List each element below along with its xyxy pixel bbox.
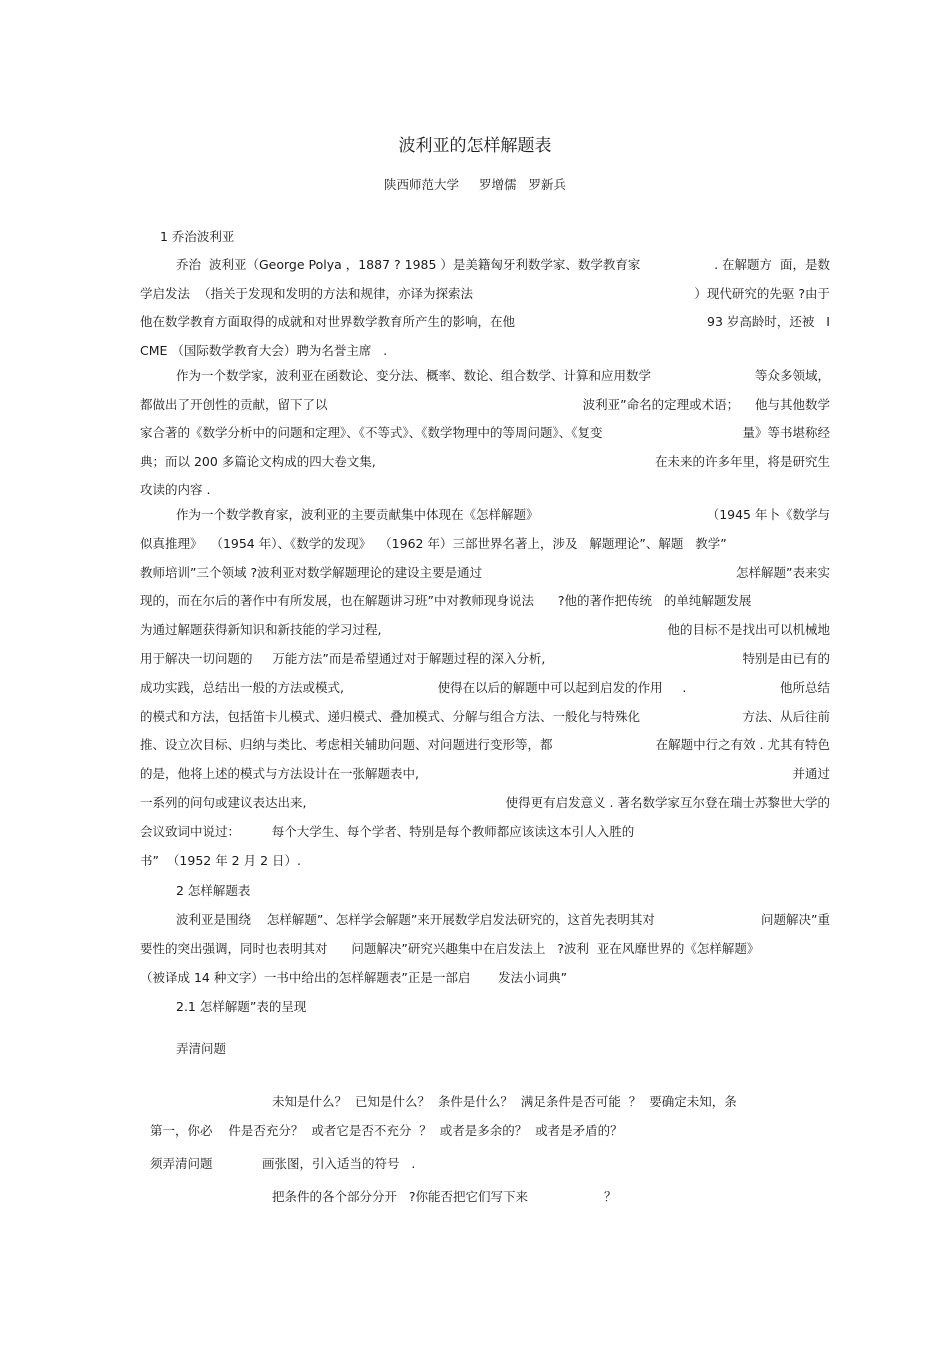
text-segment: CME （国际数学教育大会）聘为名誉主席 . — [140, 342, 388, 358]
text-segment: 在未来的许多年里，将是研究生 — [654, 453, 830, 469]
table-row-3-text: 画张图，引入适当的符号 . — [262, 1156, 416, 1171]
text-segment: （1945 年卜《数学与 — [706, 507, 830, 522]
text-segment: 使得在以后的解题中可以起到启发的作用 . — [437, 679, 687, 695]
text-segment: 波利亚是围绕 怎样解题”、怎样学会解题”来开展数学启发法研究的，这首先表明其对 — [176, 912, 655, 927]
text-segment: 典；而以 200 多篇论文构成的四大卷文集, — [140, 453, 376, 469]
text-line — [140, 481, 830, 499]
text-segment: 书” （1952 年 2 月 2 日）. — [140, 852, 301, 868]
text-line — [140, 564, 830, 582]
text-line — [140, 736, 830, 754]
text-line — [140, 313, 830, 331]
byline — [0, 175, 950, 193]
text-segment: 的是，他将上述的模式与方法设计在一张解题表中, — [140, 766, 419, 782]
table-heading: 弄清问题 — [176, 1041, 227, 1056]
text-line — [176, 256, 830, 274]
text-segment: 的模式和方法，包括笛卡儿模式、递归模式、叠加模式、分解与组合方法、一般化与特殊化 — [140, 708, 641, 724]
section-2-heading: 2 怎样解题表 — [176, 883, 251, 898]
text-segment: 93 岁高龄时，还被 I — [707, 314, 830, 329]
text-segment: 方法、从后往前 — [742, 708, 830, 724]
text-line — [176, 367, 830, 385]
text-line — [140, 852, 830, 870]
text-segment: 波利亚”命名的定理或术语； 他与其他数学 — [582, 396, 830, 412]
text-segment: 用于解决一切问题的 万能方法”而是希望通过对于解题过程的深入分析, — [140, 651, 546, 666]
text-segment: 并通过 — [792, 766, 830, 782]
text-line — [176, 506, 830, 524]
text-segment: 都做出了开创性的贡献，留下了以 — [140, 396, 328, 412]
text-segment: 作为一个数学家，波利亚在函数论、变分法、概率、数论、组合数学、计算和应用数学 — [176, 368, 652, 383]
text-segment: 在解题中行之有效 . 尤其有特色 — [655, 737, 830, 753]
text-segment: 会议致词中说过： 每个大学生、每个学者、特别是每个教师都应该读这本引人入胜的 — [140, 823, 635, 839]
text-segment: ）现代研究的先驱 ?由于 — [694, 285, 830, 301]
text-line — [176, 911, 830, 929]
text-segment: 要性的突出强调，同时也表明其对 问题解决”研究兴趣集中在启发法上 ?波利 亚在风靡世界的《怎样解题》 — [140, 941, 760, 956]
text-line — [140, 396, 830, 414]
text-line — [140, 823, 830, 841]
text-line — [140, 342, 830, 360]
text-line — [140, 765, 830, 783]
text-segment: 特别是由已有的 — [742, 651, 830, 666]
text-segment: 学启发法 （指关于发现和发明的方法和规律，亦译为探索法 — [140, 285, 473, 301]
text-segment: 作为一个数学教育家，波利亚的主要贡献集中体现在《怎样解题》 — [176, 507, 539, 522]
text-segment: 成功实践，总结出一般的方法或模式, — [140, 679, 344, 695]
text-segment: 量》等书堪称经 — [742, 425, 830, 440]
text-segment: 教师培训”三个领域 ?波利亚对数学解题理论的建设主要是通过 — [140, 564, 483, 580]
text-segment: 为通过解题获得新知识和新技能的学习过程, — [140, 622, 382, 638]
text-segment: 现的，而在尔后的著作中有所发展，也在解题讲习班”中对教师现身说法 ?他的著作把传统 的单纯解题发展 — [140, 593, 752, 609]
text-line — [140, 794, 830, 812]
text-line — [140, 535, 830, 553]
text-segment: （被译成 14 种文字）一书中给出的怎样解题表”正是一部启 发法小词典” — [140, 970, 568, 985]
text-line — [140, 679, 830, 697]
text-segment: 推、设立次目标、归纳与类比、考虑相关辅助问题、对问题进行变形等，都 — [140, 737, 553, 753]
table-row-4-text: 把条件的各个部分分开 ?你能否把它们写下来 — [272, 1189, 529, 1204]
text-line — [140, 969, 830, 987]
section-2-1-heading: 2.1 怎样解题”表的呈现 — [176, 999, 307, 1014]
table-row-4-mark: ？ — [604, 1189, 617, 1204]
text-segment: 乔治 波利亚（George Polya ，1887 ? 1985 ）是美籍匈牙利数学家、数学教育家 — [176, 257, 641, 272]
authors: 罗增儒 罗新兵 — [479, 177, 566, 192]
table-row-2: 第一，你必 件是否充分？ 或者它是否不充分 ？ 或者是多余的？ 或者是矛盾的？ — [150, 1123, 623, 1138]
text-line — [140, 708, 830, 726]
text-line — [140, 424, 830, 442]
text-segment: 使得更有启发意义 . 著名数学家互尔登在瑞士苏黎世大学的 — [505, 795, 830, 810]
text-line — [140, 650, 830, 668]
section-1-heading: 1 乔治波利亚 — [160, 229, 235, 244]
text-line — [140, 285, 830, 303]
text-segment: 他在数学教育方面取得的成就和对世界数学教育所产生的影响，在他 — [140, 314, 516, 329]
text-segment: 问题解决”重 — [761, 912, 830, 927]
text-segment: 攻读的内容 . — [140, 482, 211, 497]
document-title: 波利亚的怎样解题表 — [398, 136, 552, 156]
table-row-1: 未知是什么？ 已知是什么？ 条件是什么？ 满足条件是否可能 ？ 要确定未知，条 — [272, 1094, 737, 1109]
text-segment: 家合著的《数学分析中的问题和定理》、《不等式》、《数学物理中的等周问题》、《复变 — [140, 425, 603, 440]
text-line — [140, 940, 830, 958]
text-segment: 一系列的问句或建议表达出来, — [140, 795, 307, 810]
table-row-3-label: 须弄清问题 — [150, 1156, 213, 1171]
text-line — [140, 621, 830, 639]
text-segment: . 在解题方 面，是数 — [714, 257, 830, 272]
text-segment: 他的目标不是找出可以机械地 — [667, 622, 830, 638]
text-segment: 怎样解题”表来实 — [736, 564, 830, 580]
text-segment: 等众多领域， — [754, 368, 830, 383]
text-line — [140, 453, 830, 471]
affiliation: 陕西师范大学 — [384, 177, 460, 192]
text-segment: 似真推理》 （1954 年）、《数学的发现》 （1962 年）三部世界名著上，涉及 解题理论”、解题 教学” — [140, 535, 727, 551]
text-line — [140, 592, 830, 610]
text-segment: 他所总结 — [779, 679, 830, 695]
